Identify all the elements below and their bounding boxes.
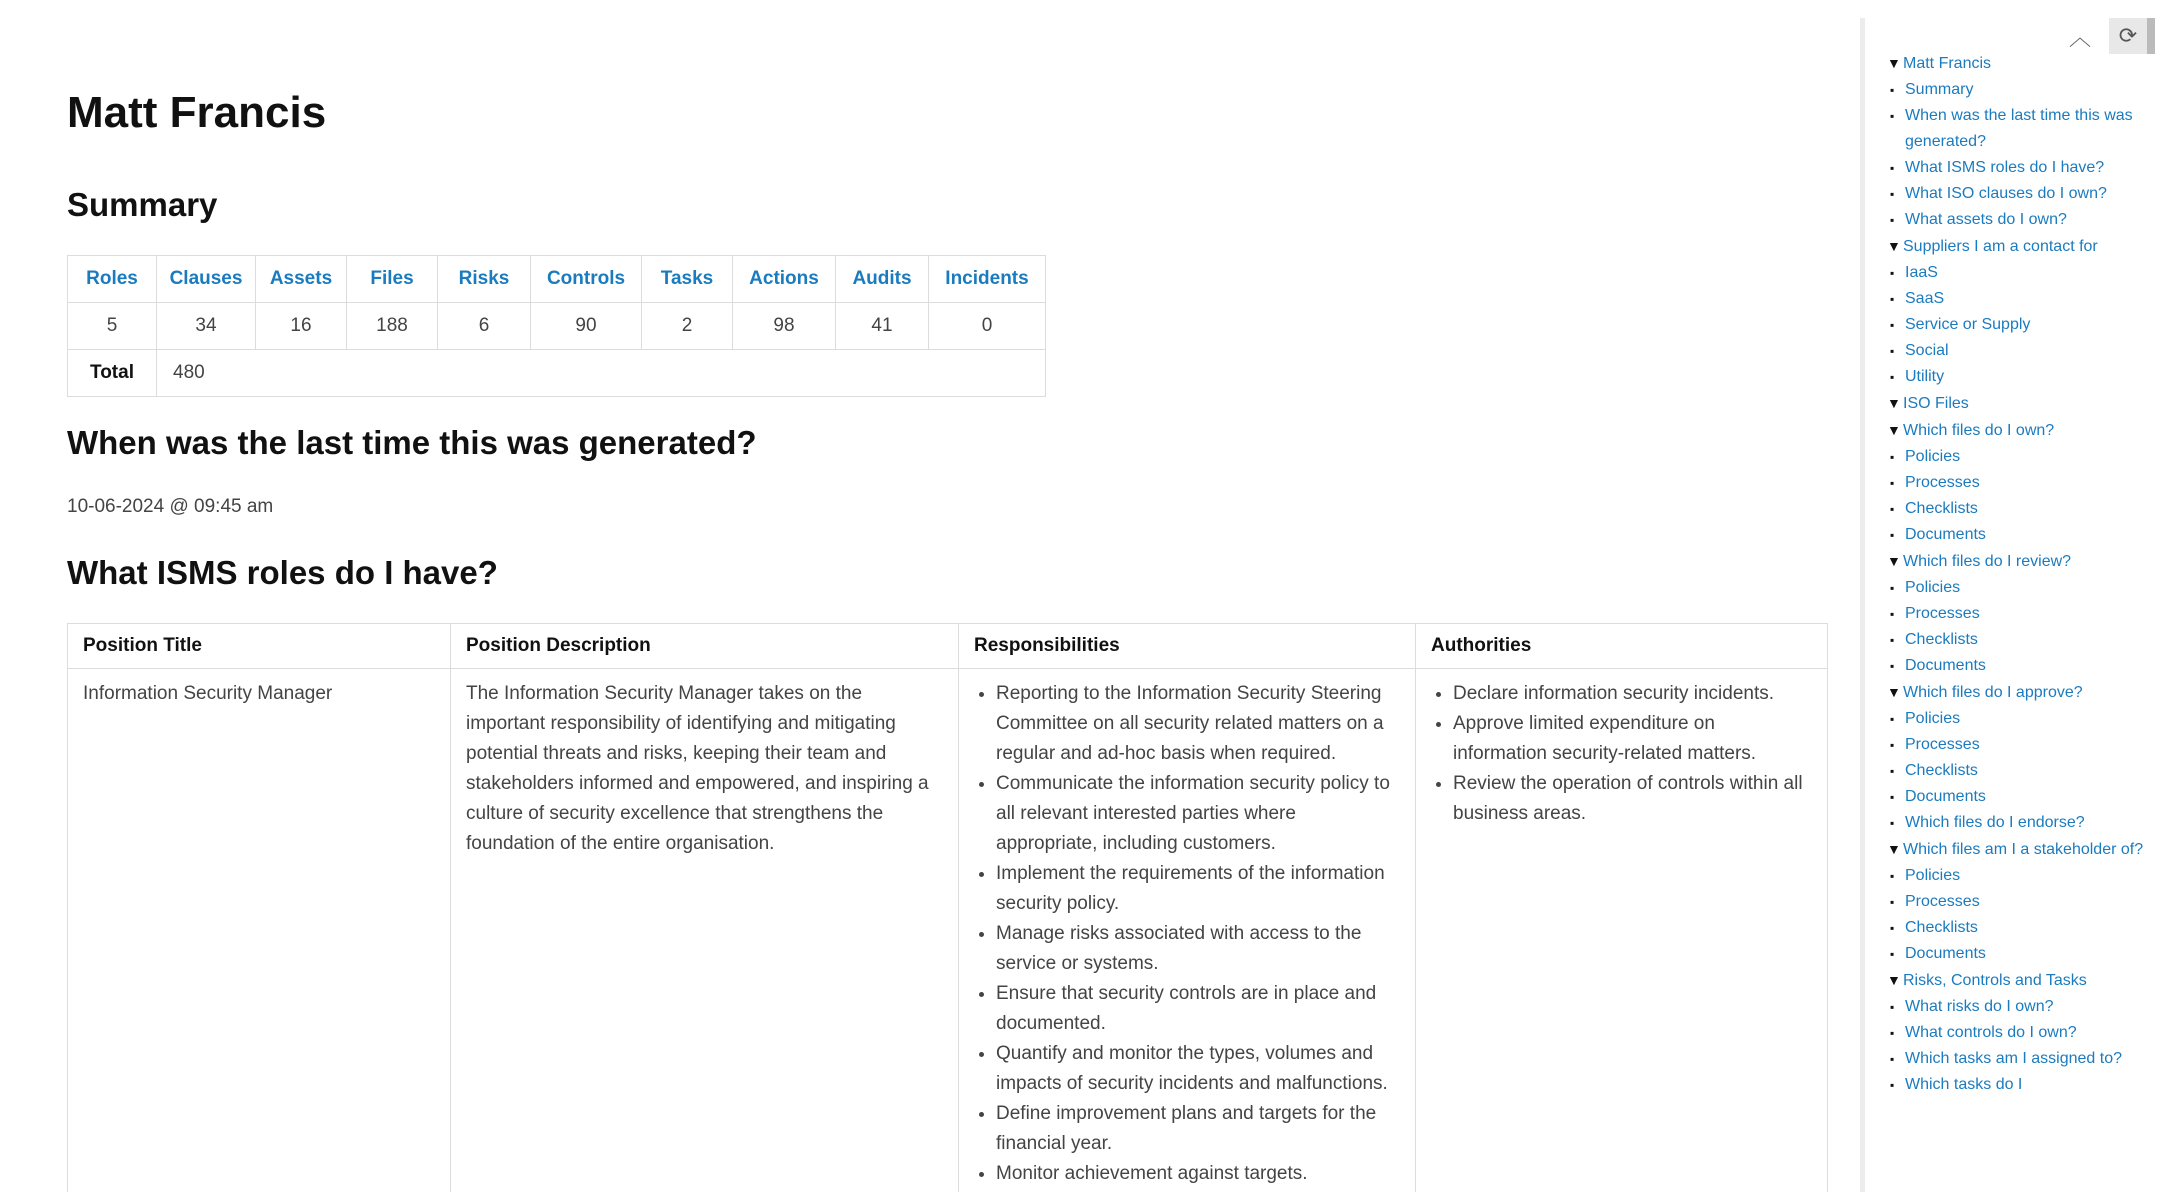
summary-header-assets[interactable]: Assets [256,256,347,303]
toc-item-utility[interactable]: ▪ Utility [1887,364,2149,390]
summary-total-value: 480 [157,350,1046,397]
page-title: Matt Francis [67,88,327,137]
summary-value-files: 188 [347,303,438,350]
toc-sidebar [1860,18,2155,1192]
toc-item-checklists[interactable]: ▪ Checklists [1887,496,2149,522]
list-item: • Implement the requirements of the information security policy. [996,859,1400,919]
toc-item-policies[interactable]: ▪ Policies [1887,706,2149,732]
toc-tree [1887,50,2149,1098]
toc-item-approve-files[interactable]: Which files do I approve? [1903,684,2083,701]
summary-value-audits: 41 [836,303,929,350]
toc-item-endorse-files[interactable]: ▪ Which files do I endorse? [1887,810,2149,836]
summary-header-files[interactable]: Files [347,256,438,303]
role-title: Information Security Manager [68,669,451,1192]
toc-item-iaas[interactable]: ▪ IaaS [1887,260,2149,286]
toc-item-risks[interactable]: ▪ What risks do I own? [1887,994,2149,1020]
role-authorities [1416,669,1828,1192]
toc-item-review-files[interactable]: Which files do I review? [1903,553,2072,570]
toc-item-controls[interactable]: ▪ What controls do I own? [1887,1020,2149,1046]
roles-header-description: Position Description [451,624,959,669]
toc-item-iso-files[interactable]: ISO Files [1903,395,1969,412]
summary-table [67,255,1046,397]
toc-item-stakeholder-files[interactable]: Which files am I a stakeholder of? [1903,841,2144,858]
summary-header-roles[interactable]: Roles [68,256,157,303]
toc-item-root[interactable]: Matt Francis [1903,55,1992,72]
summary-header-controls[interactable]: Controls [531,256,642,303]
toc-item-policies[interactable]: ▪ Policies [1887,863,2149,889]
toc-item-saas[interactable]: ▪ SaaS [1887,286,2149,312]
list-item: • Communicate the information security policy to all relevant interested parties where appropriate, including customers. [996,769,1400,859]
toc-item-service[interactable]: ▪ Service or Supply [1887,312,2149,338]
chevron-up-icon[interactable]: ︿ [2068,25,2091,50]
roles-heading: What ISMS roles do I have? [67,554,498,591]
toc-item-documents[interactable]: ▪ Documents [1887,653,2149,679]
list-item: • Ensure that security controls are in place and documented. [996,979,1400,1039]
toc-item-documents[interactable]: ▪ Documents [1887,784,2149,810]
roles-header-responsibilities: Responsibilities [959,624,1416,669]
toc-item-policies[interactable]: ▪ Policies [1887,444,2149,470]
summary-value-risks: 6 [438,303,531,350]
list-item: • Review the operation of controls within all business areas. [1453,769,1812,829]
summary-heading: Summary [67,186,218,223]
summary-header-clauses[interactable]: Clauses [157,256,256,303]
summary-value-incidents: 0 [929,303,1046,350]
list-item: • Quantify and monitor the types, volumes and impacts of security incidents and malfunctions. [996,1039,1400,1099]
expand-arrow-icon[interactable]: ▼ [1887,395,1901,411]
summary-header-actions[interactable]: Actions [733,256,836,303]
list-item: • Reporting to the Information Security Steering Committee on all security related matters on a regular and ad-hoc basis when required. [996,679,1400,769]
list-item: • Monitor achievement against targets. [996,1159,1400,1189]
toc-item-suppliers[interactable]: Suppliers I am a contact for [1903,238,2098,255]
toc-item-own-files[interactable]: Which files do I own? [1903,422,2055,439]
list-item: • Declare information security incidents. [1453,679,1812,709]
toc-item-assets[interactable]: ▪ What assets do I own? [1887,207,2149,233]
toc-item-processes[interactable]: ▪ Processes [1887,732,2149,758]
toc-item-tasks-assigned[interactable]: ▪ Which tasks am I assigned to? [1887,1046,2149,1072]
generated-heading: When was the last time this was generated? [67,424,757,461]
expand-arrow-icon[interactable]: ▼ [1887,684,1901,700]
summary-header-tasks[interactable]: Tasks [642,256,733,303]
role-description: The Information Security Manager takes on the important responsibility of identifying and mitigating potential threats and risks, keeping their team and stakeholders informed and empowered, and inspiring a culture of security excellence that strengthens the foundation of the entire organisation. [451,669,959,1192]
role-responsibilities [959,669,1416,1192]
summary-header-incidents[interactable]: Incidents [929,256,1046,303]
toc-item-checklists[interactable]: ▪ Checklists [1887,915,2149,941]
toc-item-documents[interactable]: ▪ Documents [1887,941,2149,967]
toc-item-summary[interactable]: ▪ Summary [1887,77,2149,103]
roles-header-authorities: Authorities [1416,624,1828,669]
summary-value-tasks: 2 [642,303,733,350]
toc-item-processes[interactable]: ▪ Processes [1887,470,2149,496]
list-item: • Define improvement plans and targets for the financial year. [996,1099,1400,1159]
toc-item-processes[interactable]: ▪ Processes [1887,601,2149,627]
toc-item-processes[interactable]: ▪ Processes [1887,889,2149,915]
expand-arrow-icon[interactable]: ▼ [1887,238,1901,254]
toc-item-documents[interactable]: ▪ Documents [1887,522,2149,548]
summary-value-clauses: 34 [157,303,256,350]
expand-arrow-icon[interactable]: ▼ [1887,422,1901,438]
generated-timestamp: 10-06-2024 @ 09:45 am [67,496,274,517]
summary-value-assets: 16 [256,303,347,350]
summary-value-roles: 5 [68,303,157,350]
summary-value-actions: 98 [733,303,836,350]
toc-item-roles[interactable]: ▪ What ISMS roles do I have? [1887,155,2149,181]
toc-item-generated[interactable]: ▪ When was the last time this was generated? [1887,103,2149,155]
toc-item-checklists[interactable]: ▪ Checklists [1887,627,2149,653]
toc-item-checklists[interactable]: ▪ Checklists [1887,758,2149,784]
summary-header-risks[interactable]: Risks [438,256,531,303]
toc-item-clauses[interactable]: ▪ What ISO clauses do I own? [1887,181,2149,207]
toc-item-policies[interactable]: ▪ Policies [1887,575,2149,601]
toc-item-social[interactable]: ▪ Social [1887,338,2149,364]
roles-header-title: Position Title [68,624,451,669]
expand-arrow-icon[interactable]: ▼ [1887,972,1901,988]
table-row [68,669,1828,1192]
toc-item-tasks-do[interactable]: ▪ Which tasks do I [1887,1072,2149,1098]
toc-item-rct[interactable]: Risks, Controls and Tasks [1903,972,2087,989]
list-item: • Approve limited expenditure on information security-related matters. [1453,709,1812,769]
summary-value-controls: 90 [531,303,642,350]
summary-header-audits[interactable]: Audits [836,256,929,303]
roles-table [67,623,1828,1192]
summary-total-label: Total [68,350,157,397]
list-item: • Manage risks associated with access to the service or systems. [996,919,1400,979]
expand-arrow-icon[interactable]: ▼ [1887,55,1901,71]
refresh-icon[interactable]: ⟳ [2109,18,2155,54]
expand-arrow-icon[interactable]: ▼ [1887,841,1901,857]
expand-arrow-icon[interactable]: ▼ [1887,553,1901,569]
